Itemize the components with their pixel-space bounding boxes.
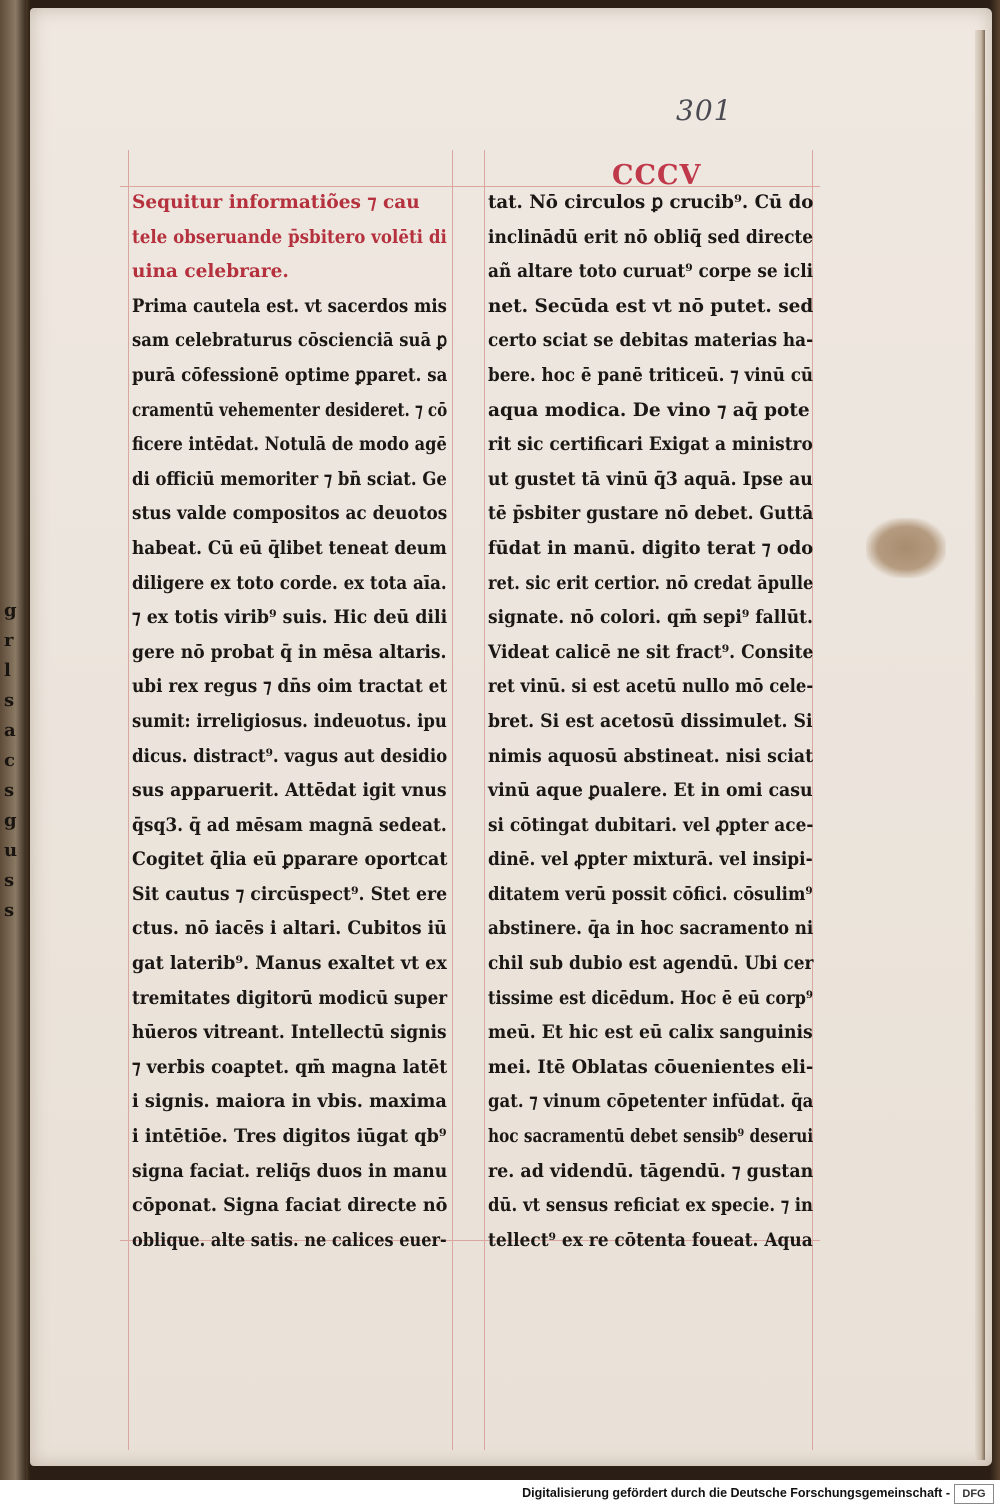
text-line: tat. Nō circulos ꝑ crucib⁹. Cū do [488, 192, 814, 213]
handwritten-folio-number: 301 [676, 94, 733, 127]
text-line: tremitates digitorū modicū super [132, 987, 448, 1009]
text-line: gat laterib⁹. Manus exaltet vt ex [132, 953, 447, 975]
adjacent-page-letter: g [4, 810, 17, 831]
text-line: i signis. maiora in vbis. maxima [132, 1091, 447, 1113]
text-line: mei. Itē Oblatas cōuenientes eli- [488, 1056, 814, 1078]
text-line: re. ad videndū. tāgendū. ⁊ gustan [488, 1160, 814, 1182]
text-line: ubi rex regus ⁊ dn̄s oim tractat et [132, 676, 448, 698]
text-line: signate. nō colori. qm̄ sepi⁹ fallūt. [488, 607, 813, 629]
text-line: ⁊ verbis coaptet. qm̄ magna latēt [132, 1056, 448, 1078]
text-line: nimis aquosū abstineat. nisi sciat [488, 745, 814, 767]
text-line: ret. sic erit certior. nō credat āpulle [488, 572, 814, 594]
adjacent-page-letter: u [4, 840, 18, 861]
text-line: ditatem verū possit cōfici. cōsulim⁹ [488, 883, 813, 905]
text-line: Videat calicē ne sit fract⁹. Consite [488, 641, 814, 663]
page-edge [975, 30, 985, 1460]
footer-credit: Digitalisierung gefördert durch die Deutsche Forschungsgemeinschaft - [522, 1486, 950, 1500]
text-line: aqua modica. De vino ⁊ aq̄ pote [488, 399, 810, 421]
text-line: habeat. Cū eū q̄libet teneat deum [132, 537, 447, 559]
text-line: dū. vt sensus reficiat ex specie. ⁊ in [488, 1195, 814, 1217]
text-line: abstinere. q̄a in hoc sacramento ni [488, 918, 814, 940]
text-line: sumit: irreligiosus. indeuotus. ipu [132, 710, 447, 732]
text-line: inclinādū erit nō obliq̄ sed directe [488, 226, 814, 248]
text-line: Prima cautela est. vt sacerdos mis [132, 295, 447, 317]
adjacent-page-letter: g [4, 600, 17, 621]
adjacent-page-letter: r [4, 630, 14, 651]
paper-stain [866, 518, 946, 578]
text-line: bere. hoc ē panē triticeū. ⁊ vinū cū [488, 364, 814, 386]
rubric-line: Sequitur informatiões ⁊ cau [132, 192, 420, 213]
text-line: fūdat in manū. digito terat ⁊ odo [488, 537, 814, 559]
ruling-line [484, 150, 485, 1450]
text-line: bret. Si est acetosū dissimulet. Si [488, 710, 813, 732]
text-line: rit sic certificari Exigat a ministro [488, 434, 813, 456]
text-line: Sit cautus ⁊ circūspect⁹. Stet ere [132, 883, 448, 905]
adjacent-page-letter: s [4, 690, 15, 711]
text-line: signa faciat. reliq̄s duos in manu [132, 1160, 448, 1182]
text-line: net. Secūda est vt nō putet. sed [488, 295, 814, 317]
text-line: purā cōfessionē optime ꝑparet. sa [132, 364, 448, 386]
adjacent-page-letter: c [4, 750, 15, 771]
text-line: añ altare toto curuat⁹ corpe se icli [488, 261, 814, 283]
text-line: ⁊ ex totis virib⁹ suis. Hic deū dili [132, 607, 448, 629]
text-line: hoc sacramentū debet sensib⁹ deserui [488, 1126, 814, 1148]
text-line: certo sciat se debitas materias ha- [488, 330, 814, 352]
text-line: cramentū vehementer desideret. ⁊ cō [132, 399, 448, 421]
text-line: hūeros vitreant. Intellectū signis [132, 1022, 447, 1044]
text-line: tellect⁹ ex re cōtenta foueat. Aqua [488, 1229, 813, 1251]
adjacent-page-edge [0, 0, 26, 1480]
footer-bar [0, 1480, 1000, 1507]
text-line: dicus. distract⁹. vagus aut desidio [132, 745, 448, 767]
adjacent-page-letter: s [4, 780, 15, 801]
text-line: oblique. alte satis. ne calices euer- [132, 1229, 447, 1251]
text-line: sus apparuerit. Attēdat igit vnus [132, 780, 447, 802]
printed-folio-number: CCCV [612, 160, 702, 191]
text-line: Cogitet q̄lia eū ꝑparare oportcat [132, 849, 448, 871]
text-line: diligere ex toto corde. ex tota aīa. [132, 572, 447, 594]
text-line: gat. ⁊ vinum cōpetenter infūdat. q̄a [488, 1091, 814, 1113]
dfg-logo: DFG [954, 1484, 994, 1504]
ruling-line [452, 150, 453, 1450]
text-line: stus valde compositos ac deuotos [132, 503, 448, 525]
adjacent-page-letter: l [4, 660, 11, 681]
adjacent-page-letter: a [4, 720, 16, 741]
rubric-line: uina celebrare. [132, 261, 289, 283]
ruling-line [128, 150, 129, 1450]
text-line: ut gustet tā vinū q̄3 aquā. Ipse au [488, 468, 813, 490]
left-text-column [132, 186, 447, 1258]
text-line: vinū aque ꝑualere. Et in omi casu [488, 780, 813, 802]
text-line: q̄sq3. q̄ ad mēsam magnā sedeat. [132, 814, 447, 836]
text-line: ctus. nō iacēs i altari. Cubitos iū [132, 918, 447, 940]
text-line: sam celebraturus cōscienciā suā ꝑ [132, 330, 448, 352]
adjacent-page-letter: s [4, 870, 15, 891]
adjacent-page-letter: s [4, 900, 15, 921]
text-line: chil sub dubio est agendū. Ubi cer [488, 953, 814, 975]
text-line: tē p̄sbiter gustare nō debet. Guttā [488, 503, 814, 525]
text-line: ret vinū. si est acetū nullo mō cele- [488, 676, 814, 698]
text-line: si cōtingat dubitari. vel ꝓpter ace- [488, 814, 814, 836]
right-text-column [488, 186, 813, 1258]
text-line: i intētiōe. Tres digitos iūgat qb⁹ [132, 1126, 447, 1148]
text-line: cōponat. Signa faciat directe nō [132, 1195, 448, 1217]
text-line: gere nō probat q̄ in mēsa altaris. [132, 641, 447, 663]
text-line: ficere intēdat. Notulā de modo agē [132, 434, 447, 456]
text-line: tissime est dicēdum. Hoc ē eū corp⁹ [488, 987, 814, 1009]
text-line: dinē. vel ꝓpter mixturā. vel insipi- [488, 849, 813, 871]
text-line: meū. Et hic est eū calix sanguinis [488, 1022, 813, 1044]
text-line: di officiū memoriter ⁊ bn̄ sciat. Ge [132, 468, 447, 490]
rubric-line: tele obseruande p̄sbitero volēti di [132, 226, 447, 248]
